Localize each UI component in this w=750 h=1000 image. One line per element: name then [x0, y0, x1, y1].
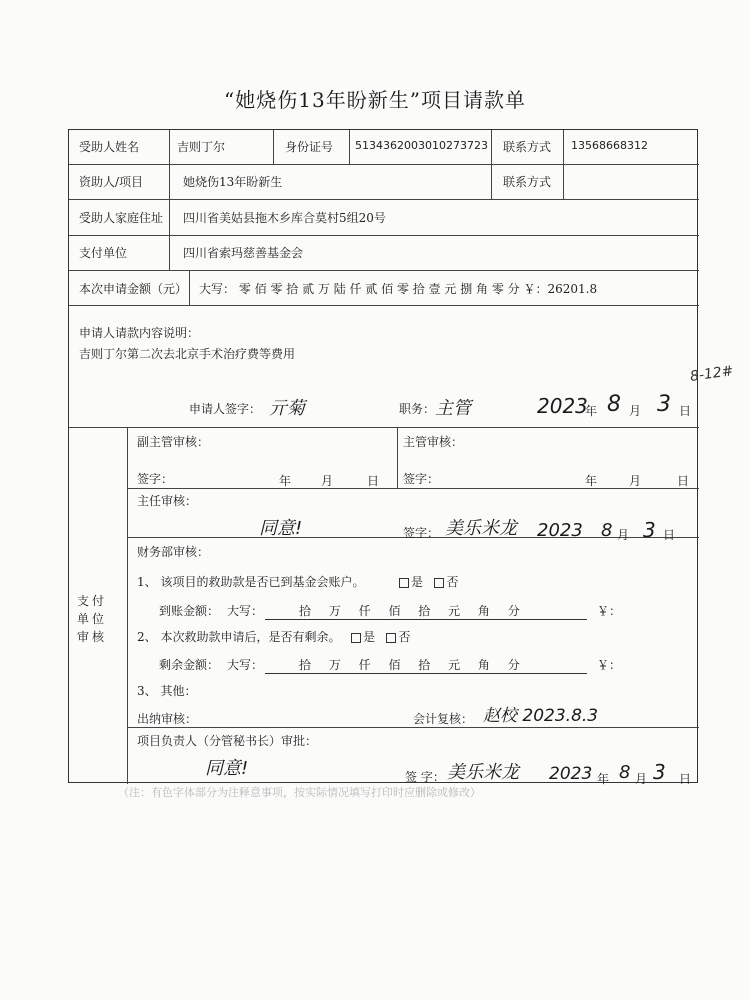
remaining-amount-units: 拾 万 仟 佰 拾 元 角 分: [265, 656, 587, 674]
approval-sign-label: 签 字：: [405, 770, 445, 784]
supervisor-sign-label: 签字：: [403, 472, 440, 486]
q2-yes-checkbox[interactable]: [351, 633, 361, 643]
finance-q3: 3、 其他：: [137, 684, 197, 698]
approval-month-label: 月: [635, 772, 648, 786]
review-side-label: 支付单位审核: [77, 594, 108, 644]
supervisor-month-label: 月: [629, 474, 642, 488]
application-heading: 申请人请款内容说明：: [79, 326, 200, 340]
supervisor-year-label: 年: [585, 474, 598, 488]
row-divider: [69, 427, 699, 428]
approval-year-label: 年: [597, 772, 610, 786]
approval-opinion: 同意!: [205, 758, 249, 779]
director-month: 8: [601, 520, 613, 541]
approval-day: 3: [653, 760, 666, 784]
col-divider: [169, 164, 170, 270]
row-divider: [127, 727, 699, 728]
finance-q2-options: [351, 628, 410, 645]
deputy-sign-label: 签字：: [137, 472, 174, 486]
finance-heading: 财务部审核：: [137, 545, 210, 559]
application-year-label: 年: [585, 404, 598, 418]
id-number-label: 身份证号: [285, 140, 334, 154]
approval-day-label: 日: [679, 772, 692, 786]
form-title: “她烧伤13年盼新生”项目请款单: [224, 88, 526, 112]
application-day: 3: [657, 392, 671, 417]
col-divider: [397, 427, 398, 488]
col-divider: [491, 130, 492, 199]
director-day-label: 日: [663, 528, 676, 542]
accountant-signature: 赵校 2023.8.3: [483, 706, 599, 726]
contact-label: 联系方式: [503, 140, 552, 154]
applicant-signature: 亓菊: [269, 398, 305, 419]
payer-value: 四川省索玛慈善基金会: [183, 246, 304, 260]
director-year: 2023: [537, 520, 583, 541]
application-month: 8: [607, 392, 621, 417]
amount-value: 大写： 零 佰 零 拾 贰 万 陆 仟 贰 佰 零 拾 壹 元 捌 角 零 分 ￥：26201.8: [199, 282, 598, 296]
supervisor-review-label: 主管审核：: [403, 435, 464, 449]
q1-yes-checkbox[interactable]: [399, 578, 409, 588]
approval-year: 2023: [549, 764, 593, 784]
application-year: 2023: [537, 394, 588, 418]
q1-yes-label: 是: [411, 575, 424, 589]
director-signature: 美乐米龙: [445, 518, 517, 539]
received-capital-label: 大写：: [227, 604, 264, 618]
director-review-label: 主任审核：: [137, 494, 198, 508]
deputy-day-label: 日: [367, 474, 380, 488]
q2-no-checkbox[interactable]: [386, 633, 396, 643]
col-divider: [273, 130, 274, 164]
amount-label: 本次申请金额（元）: [79, 282, 188, 296]
project-value: 她烧伤13年盼新生: [183, 175, 283, 189]
col-divider: [127, 427, 128, 784]
finance-q1-options: [399, 573, 458, 590]
deputy-year-label: 年: [279, 474, 292, 488]
address-label: 受助人家庭住址: [79, 211, 164, 225]
request-form-table: [68, 129, 698, 786]
row-divider: [69, 270, 699, 271]
position-label: 职务：: [399, 402, 436, 416]
q1-no-label: 否: [446, 575, 459, 589]
remaining-capital-label: 大写：: [227, 658, 264, 672]
row-divider: [69, 305, 699, 306]
received-amount-units: 拾 万 仟 佰 拾 元 角 分: [265, 602, 587, 620]
address-value: 四川省美姑县拖木乡库合莫村5组20号: [183, 211, 386, 225]
form-footnote: （注：有色字体部分为注释意事项，按实际情况填写打印时应删除或修改）: [118, 786, 481, 799]
approval-label: 项目负责人（分管秘书长）审批：: [137, 734, 318, 748]
position-value: 主管: [435, 398, 471, 419]
supervisor-day-label: 日: [677, 474, 690, 488]
project-label: 资助人/项目: [79, 175, 144, 189]
received-amount-label: 到账金额：: [159, 604, 220, 618]
director-sign-label: 签字：: [403, 526, 440, 540]
application-content: 吉则丁尔第二次去北京手术治疗费等费用: [79, 347, 296, 361]
accountant-review-label: 会计复核：: [413, 712, 474, 726]
cashier-review-label: 出纳审核：: [137, 712, 198, 726]
col-divider: [189, 270, 190, 305]
row-divider: [127, 488, 699, 489]
deputy-review-label: 副主管审核：: [137, 435, 210, 449]
director-opinion: 同意!: [259, 518, 303, 539]
recipient-name-label: 受助人姓名: [79, 140, 140, 154]
q2-no-label: 否: [398, 630, 411, 644]
id-number-value: 5134362003010273723: [355, 139, 488, 152]
remaining-amount-label: 剩余金额：: [159, 658, 220, 672]
margin-note: 8-12#: [689, 363, 735, 385]
row-divider: [69, 164, 699, 165]
q2-yes-label: 是: [363, 630, 376, 644]
project-contact-label: 联系方式: [503, 175, 552, 189]
approval-month: 8: [619, 762, 631, 783]
finance-q1: 1、 该项目的救助款是否已到基金会账户。: [137, 575, 365, 589]
application-month-label: 月: [629, 404, 642, 418]
approval-signature: 美乐米龙: [447, 762, 519, 783]
q1-no-checkbox[interactable]: [434, 578, 444, 588]
deputy-month-label: 月: [321, 474, 334, 488]
col-divider: [349, 130, 350, 164]
director-month-label: 月: [617, 528, 630, 542]
contact-value: 13568668312: [571, 139, 648, 152]
recipient-name-value: 吉则丁尔: [177, 140, 226, 154]
finance-q2: 2、 本次救助款申请后，是否有剩余。: [137, 630, 341, 644]
director-day: 3: [643, 518, 656, 542]
remaining-yuan-sign: ￥：: [597, 658, 622, 672]
received-yuan-sign: ￥：: [597, 604, 622, 618]
col-divider: [169, 130, 170, 164]
application-day-label: 日: [679, 404, 692, 418]
payer-label: 支付单位: [79, 246, 128, 260]
col-divider: [563, 130, 564, 199]
applicant-sign-label: 申请人签字：: [189, 402, 262, 416]
row-divider: [69, 235, 699, 236]
row-divider: [69, 199, 699, 200]
